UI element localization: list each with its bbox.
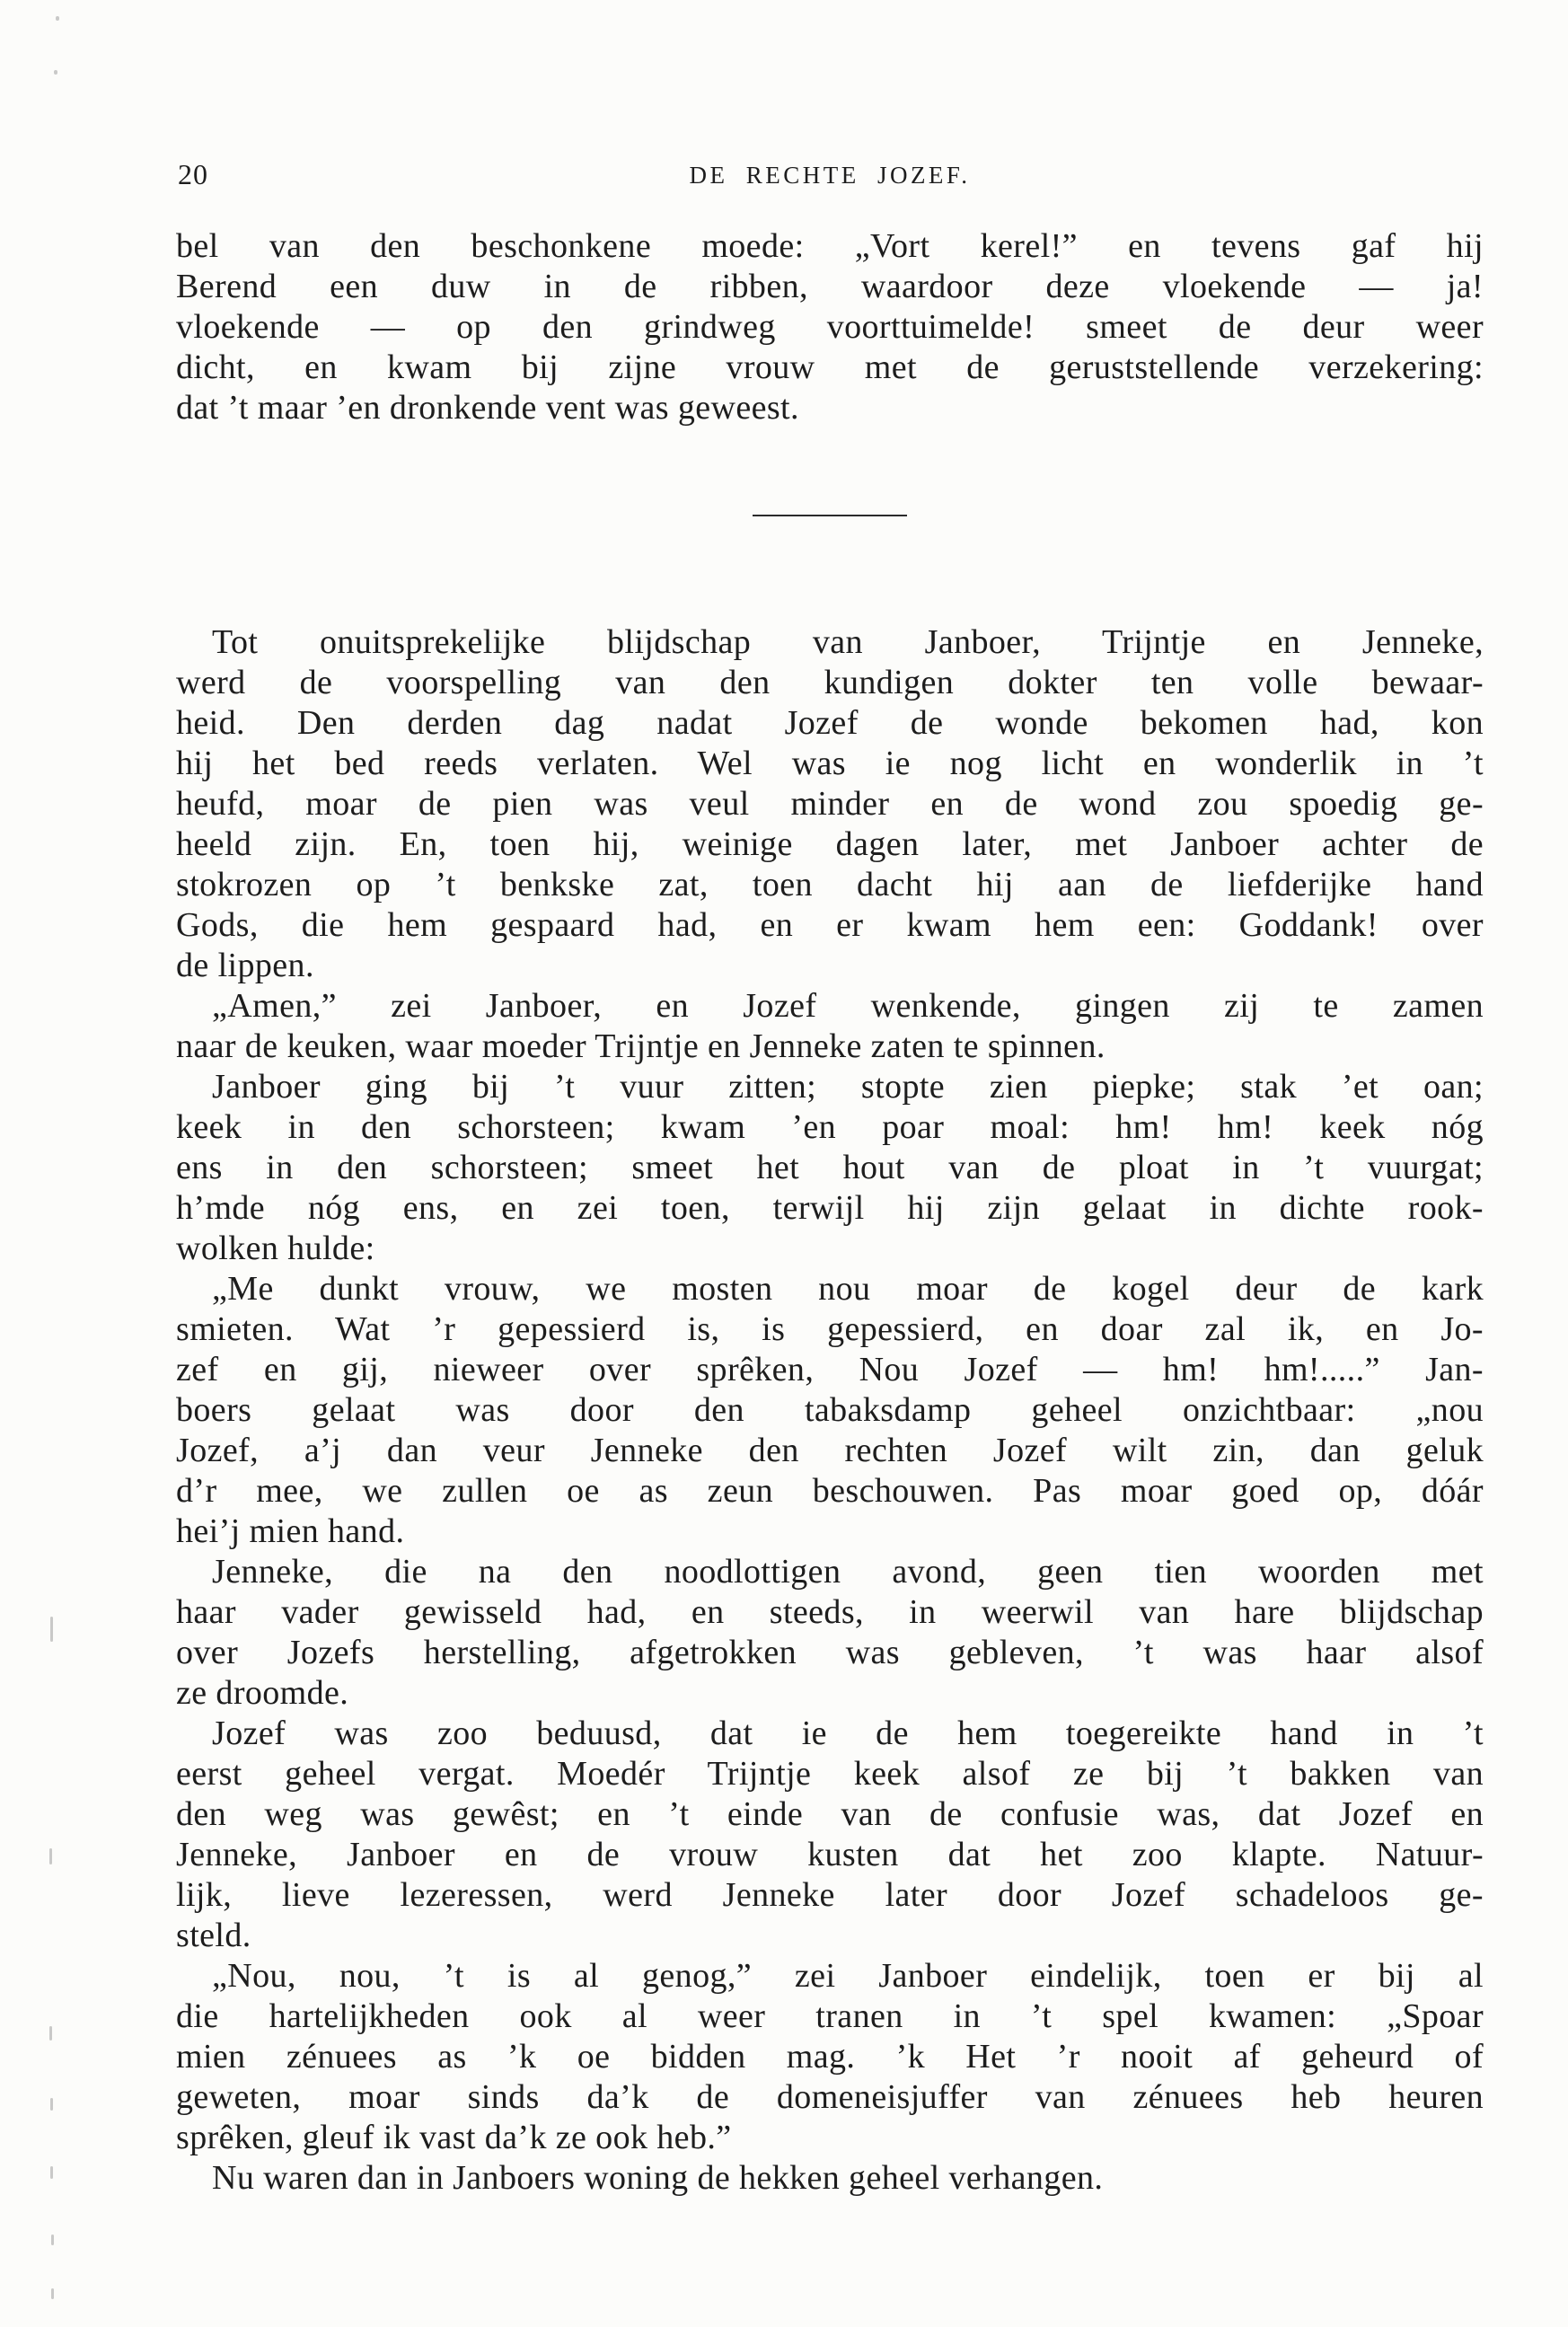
text-line: Jenneke, Janboer en de vrouw kusten dat het zoo klapte. Natuur-: [176, 1836, 1484, 1873]
text-line: Berend een duw in de ribben, waardoor deze vloekende — ja!: [176, 268, 1484, 305]
text-line: die hartelijkheden ook al weer tranen in ’t spel kwamen: „Spoar: [176, 1997, 1484, 2035]
text-line: „Me dunkt vrouw, we mosten nou moar de kogel deur de kark: [212, 1270, 1484, 1308]
text-line: hei’j mien hand.: [176, 1512, 405, 1550]
paragraph: [176, 1714, 1484, 1956]
paragraph: [176, 1269, 1484, 1552]
paragraph: [176, 1067, 1484, 1269]
text-line: vloekende — op den grindweg voorttuimelde! smeet de deur weer: [176, 308, 1484, 346]
margin-mark: [49, 2026, 52, 2041]
margin-mark: [56, 16, 59, 21]
text-line: eerst geheel vergat. Moedér Trijntje keek alsof ze bij ’t bakken van: [176, 1755, 1484, 1793]
text-block: [176, 226, 1484, 2199]
text-line: naar de keuken, waar moeder Trijntje en Jenneke zaten te spinnen.: [176, 1027, 1106, 1065]
margin-mark: [50, 1617, 53, 1642]
text-line: Gods, die hem gespaard had, en er kwam hem een: Goddank! over: [176, 906, 1484, 944]
paragraph: [176, 226, 1484, 428]
text-line: dicht, en kwam bij zijne vrouw met de geruststellende verzekering:: [176, 348, 1484, 386]
text-line: over Jozefs herstelling, afgetrokken was gebleven, ’t was haar alsof: [176, 1634, 1484, 1671]
text-line: heid. Den derden dag nadat Jozef de wonde bekomen had, kon: [176, 704, 1484, 742]
text-line: ze droomde.: [176, 1674, 349, 1712]
text-line: „Nou, nou, ’t is al genog,” zei Janboer eindelijk, toen er bij al: [212, 1957, 1484, 1995]
paragraph: [176, 986, 1484, 1067]
text-line: den weg was gewêst; en ’t einde van de confusie was, dat Jozef en: [176, 1795, 1484, 1833]
margin-mark: [54, 70, 57, 75]
margin-mark: [51, 2288, 54, 2299]
text-line: de lippen.: [176, 947, 314, 984]
text-line: bel van den beschonkene moede: „Vort kerel!” en tevens gaf hij: [176, 227, 1484, 265]
text-line: Jozef was zoo beduusd, dat ie de hem toegereikte hand in ’t: [212, 1714, 1484, 1752]
margin-mark: [50, 2166, 53, 2179]
text-line: Jozef, a’j dan veur Jenneke den rechten Jozef wilt zin, dan geluk: [176, 1432, 1484, 1469]
page-header: [176, 158, 1484, 196]
margin-mark: [51, 2234, 54, 2245]
text-line: boers gelaat was door den tabaksdamp geheel onzichtbaar: „nou: [176, 1391, 1484, 1429]
page-number: 20: [178, 158, 208, 190]
paragraph: [176, 1552, 1484, 1714]
text-line: mien zénuees as ’k oe bidden mag. ’k Het ’r nooit af geheurd of: [176, 2038, 1484, 2076]
text-line: Janboer ging bij ’t vuur zitten; stopte zien piepke; stak ’et oan;: [212, 1068, 1484, 1106]
text-line: heeld zijn. En, toen hij, weinige dagen later, met Janboer achter de: [176, 825, 1484, 863]
text-line: wolken hulde:: [176, 1230, 375, 1267]
text-line: lijk, lieve lezeressen, werd Jenneke later door Jozef schadeloos ge-: [176, 1876, 1484, 1914]
text-line: ens in den schorsteen; smeet het hout van de ploat in ’t vuurgat;: [176, 1149, 1484, 1186]
text-line: keek in den schorsteen; kwam ’en poar moal: hm! hm! keek nóg: [176, 1108, 1484, 1146]
margin-mark: [50, 2098, 53, 2111]
text-line: dat ’t maar ’en dronkende vent was geweest.: [176, 389, 799, 427]
text-line: hij het bed reeds verlaten. Wel was ie nog licht en wonderlik in ’t: [176, 745, 1484, 782]
text-line: sprêken, gleuf ik vast da’k ze ook heb.”: [176, 2119, 732, 2156]
text-line: zef en gij, nieweer over sprêken, Nou Jozef — hm! hm!.....” Jan-: [176, 1351, 1484, 1388]
running-title: DE RECHTE JOZEF.: [689, 162, 971, 189]
paragraph: [176, 622, 1484, 986]
text-line: Jenneke, die na den noodlottigen avond, geen tien woorden met: [212, 1553, 1484, 1591]
text-line: h’mde nóg ens, en zei toen, terwijl hij zijn gelaat in dichte rook-: [176, 1189, 1484, 1227]
paragraph: [176, 1956, 1484, 2158]
text-line: geweten, moar sinds da’k de domeneisjuffer van zénuees heb heuren: [176, 2078, 1484, 2116]
text-line: „Amen,” zei Janboer, en Jozef wenkende, gingen zij te zamen: [212, 987, 1484, 1025]
text-line: smieten. Wat ’r gepessierd is, is gepessierd, en doar zal ik, en Jo-: [176, 1310, 1484, 1348]
section-separator: [753, 515, 907, 516]
text-line: Nu waren dan in Janboers woning de hekken geheel verhangen.: [212, 2159, 1104, 2197]
text-line: werd de voorspelling van den kundigen dokter ten volle bewaar-: [176, 664, 1484, 701]
text-line: Tot onuitsprekelijke blijdschap van Janboer, Trijntje en Jenneke,: [212, 623, 1484, 661]
text-line: haar vader gewisseld had, en steeds, in weerwil van hare blijdschap: [176, 1593, 1484, 1631]
text-line: heufd, moar de pien was veul minder en de wond zou spoedig ge-: [176, 785, 1484, 823]
text-line: d’r mee, we zullen oe as zeun beschouwen. Pas moar goed op, dóár: [176, 1472, 1484, 1510]
paragraph: [176, 2158, 1484, 2199]
margin-mark: [49, 1848, 52, 1864]
text-line: steld.: [176, 1917, 251, 1954]
text-line: stokrozen op ’t benkske zat, toen dacht hij aan de liefderijke hand: [176, 866, 1484, 903]
